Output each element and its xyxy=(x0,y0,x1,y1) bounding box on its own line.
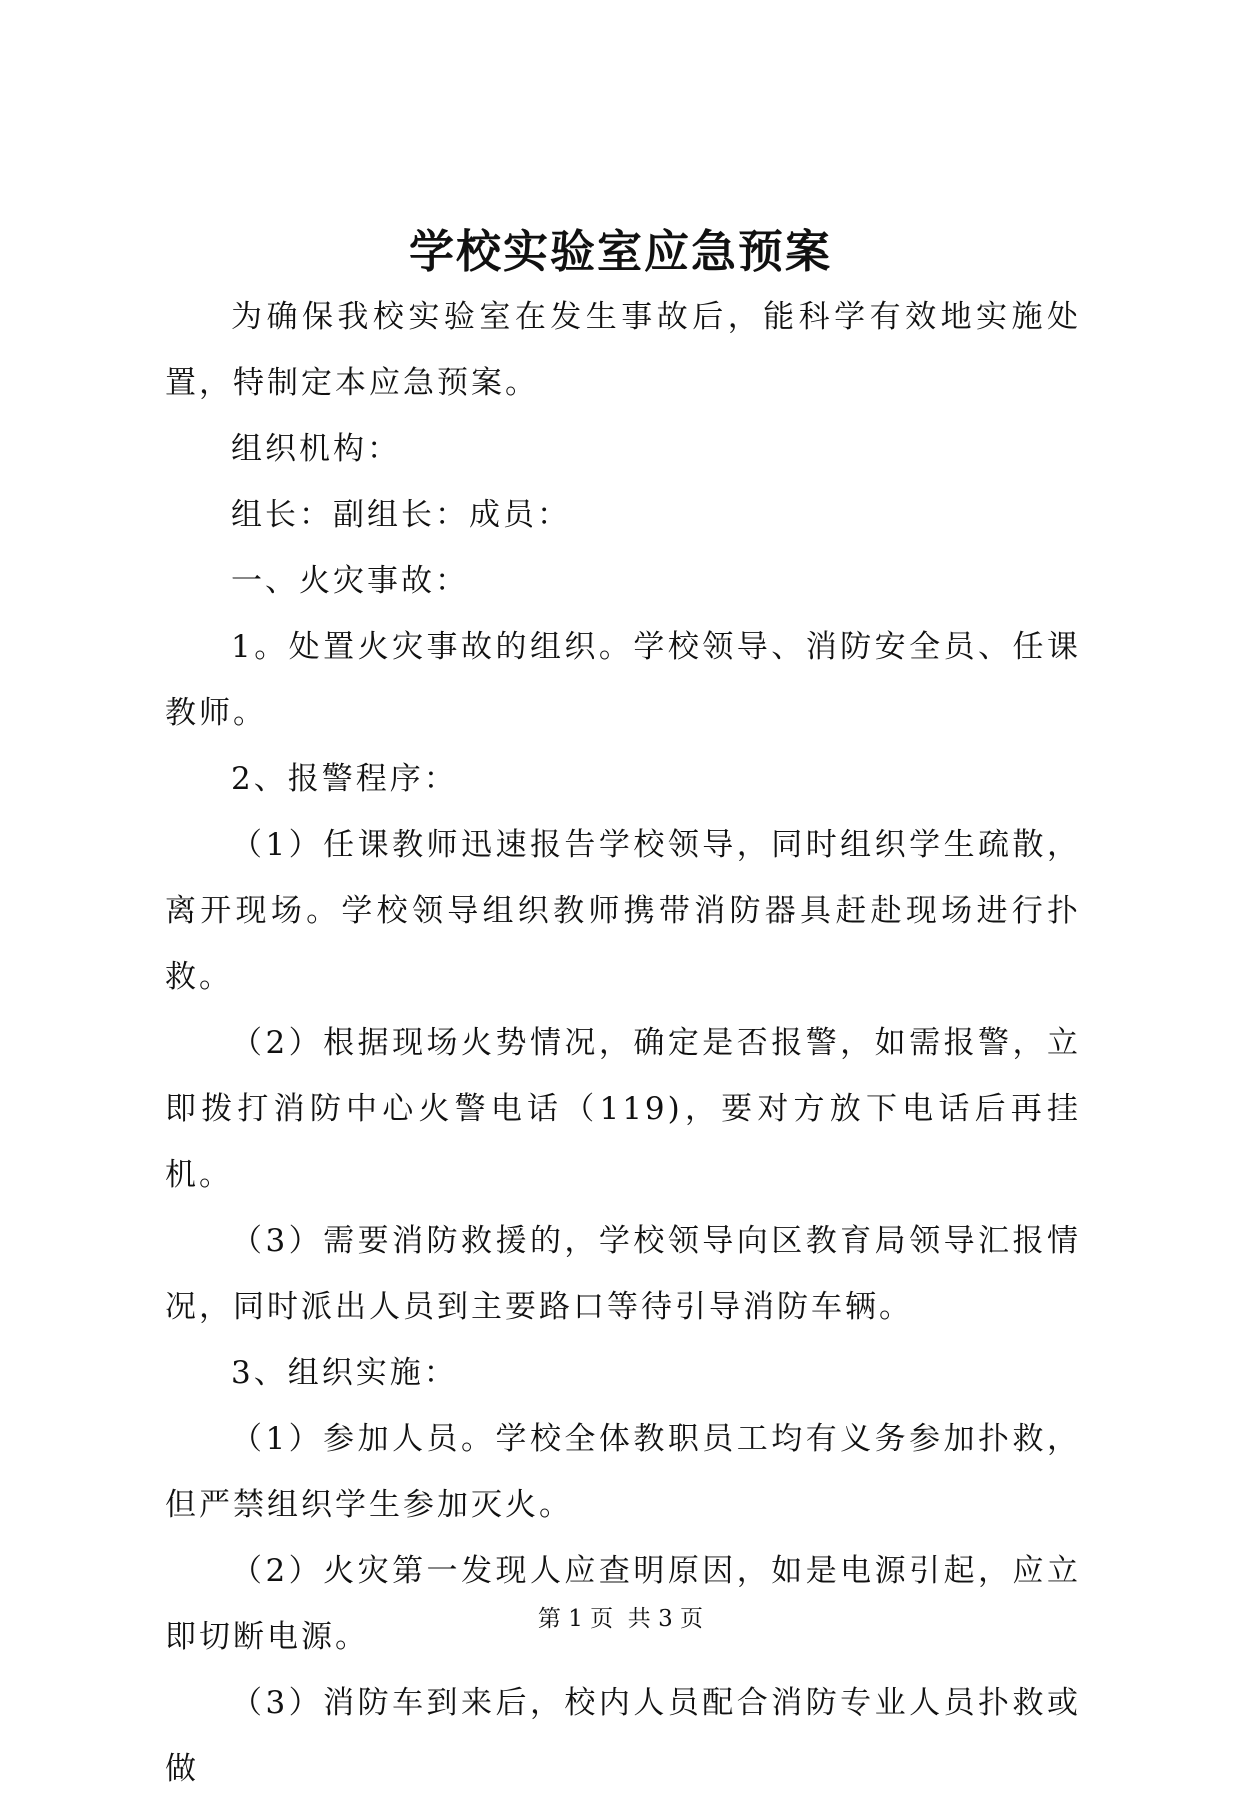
page-footer xyxy=(0,1604,1241,1634)
paragraph: （3）需要消防救援的，学校领导向区教育局领导汇报情况，同时派出人员到主要路口等待引导消防车辆。 xyxy=(165,1223,1081,1325)
paragraph: （1）参加人员。学校全体教职员工均有义务参加扑救，但严禁组织学生参加灭火。 xyxy=(165,1421,1081,1523)
paragraph: 1。处置火灾事故的组织。学校领导、消防安全员、任课教师。 xyxy=(165,629,1081,731)
document-body xyxy=(165,284,1081,1802)
page-number: 第 1 页 共 3 页 xyxy=(537,1606,704,1632)
paragraph: 组长：副组长：成员： xyxy=(231,497,571,533)
document-title: 学校实验室应急预案 xyxy=(408,225,832,278)
paragraph: （3）消防车到来后，校内人员配合消防专业人员扑救或做 xyxy=(165,1685,1081,1787)
paragraph: 2、报警程序： xyxy=(231,761,458,797)
paragraph: 组织机构： xyxy=(231,431,401,467)
paragraph: （1）任课教师迅速报告学校领导，同时组织学生疏散，离开现场。学校领导组织教师携带消防器具赶赴现场进行扑救。 xyxy=(165,827,1081,995)
paragraph: 3、组织实施： xyxy=(231,1355,458,1391)
paragraph: 为确保我校实验室在发生事故后，能科学有效地实施处置，特制定本应急预案。 xyxy=(165,299,1081,401)
paragraph: 一、火灾事故： xyxy=(231,563,469,599)
paragraph: （2）根据现场火势情况，确定是否报警，如需报警，立即拨打消防中心火警电话（119)，要对方放下电话后再挂机。 xyxy=(165,1025,1081,1193)
paragraph: （2）火灾第一发现人应查明原因，如是电源引起，应立即切断电源。 xyxy=(165,1553,1081,1655)
